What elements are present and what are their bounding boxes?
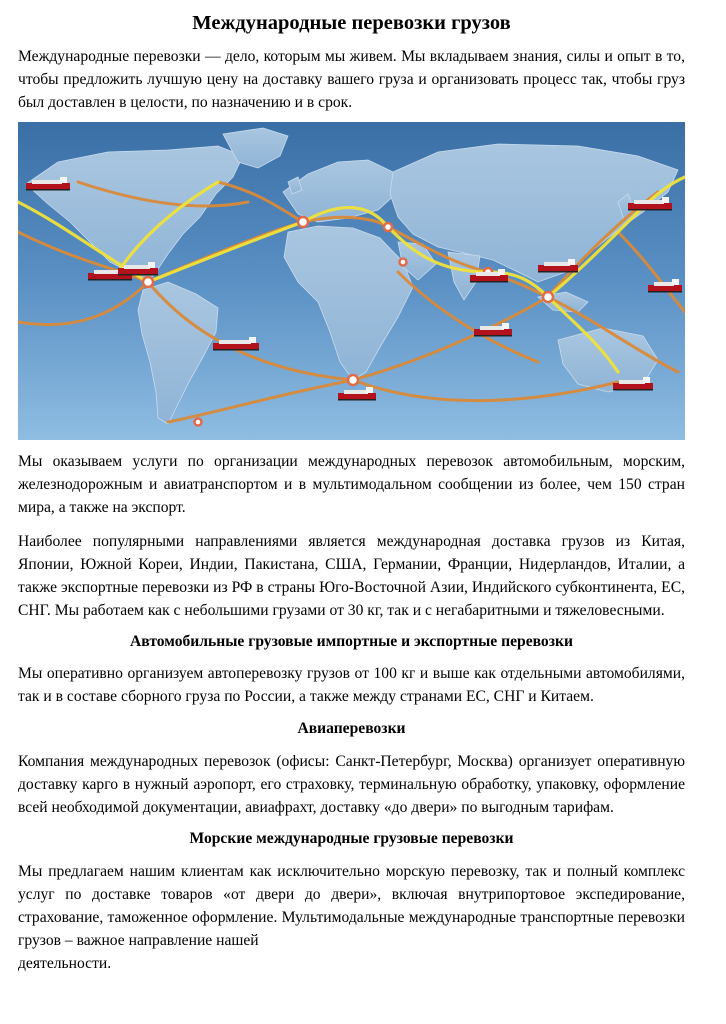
air-transport-paragraph: Компания международных перевозок (офисы: Санкт-Петербург, Москва) организует оперативную доставку карго в нужный аэропорт, его страховку, терминальную обработку, упаковку, оформление всей необходимой документации, авиафрахт, доставку «до двери» по выгодным тарифам. bbox=[18, 753, 685, 816]
intro-paragraph: Международные перевозки — дело, которым мы живем. Мы вкладываем знания, силы и опыт в то, чтобы предложить лучшую цену на доставку вашего груза и организовать процесс так, чтобы груз был доставлен в целости, по назначению и в срок. bbox=[18, 48, 685, 111]
world-shipping-routes-map bbox=[18, 122, 685, 440]
sea-transport-paragraph: Мы предлагаем нашим клиентам как исключительно морскую перевозку, так и полный комплекс услуг по доставке товаров «от двери до двери», включая внутрипортовое экспедирование, страхование, таможенное оформление. Мультимодальные международные транспортные перевозки грузов – важное направление нашей bbox=[18, 863, 685, 949]
auto-transport-paragraph: Мы оперативно организуем автоперевозку грузов от 100 кг и выше как отдельными автомобилями, так и в составе сборного груза по России, а также между странами ЕС, СНГ и Китаем. bbox=[18, 665, 685, 705]
page-title: Международные перевозки грузов bbox=[192, 12, 511, 34]
document-page bbox=[18, 0, 685, 975]
popular-directions-paragraph: Наиболее популярными направлениями является международная доставка грузов из Китая, Японии, Южной Кореи, Индии, Пакистана, США, Германии, Франции, Нидерландов, Италии, а также экспортные перевозки из РФ в страны Юго-Восточной Азии, Индийского субконтинента, ЕС, СНГ. Мы работаем как с небольшими грузами от 30 кг, так и с негабаритными и тяжеловесными. bbox=[18, 533, 685, 619]
sea-transport-heading: Морские международные грузовые перевозки bbox=[189, 830, 514, 847]
air-transport-heading: Авиаперевозки bbox=[297, 720, 406, 737]
auto-transport-heading: Автомобильные грузовые импортные и экспортные перевозки bbox=[130, 633, 573, 650]
services-paragraph: Мы оказываем услуги по организации международных перевозок автомобильным, морским, железнодорожным и авиатранспортом и в мультимодальном сообщении из более, чем 150 стран мира, а также на экспорт. bbox=[18, 453, 685, 516]
sea-transport-paragraph-end: деятельности. bbox=[18, 955, 112, 972]
